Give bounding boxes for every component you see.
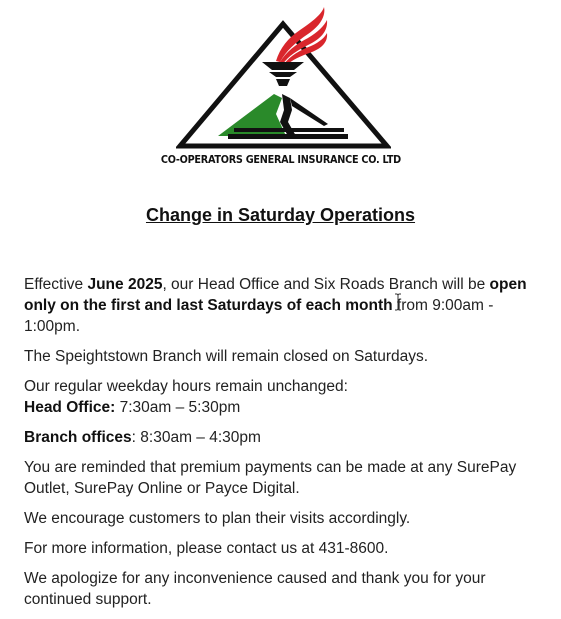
paragraph-apology: We apologize for any inconvenience caused and thank you for your continued support. bbox=[24, 570, 486, 608]
company-logo bbox=[176, 6, 391, 154]
head-office-hours: Head Office: 7:30am – 5:30pm bbox=[24, 399, 241, 416]
branch-offices-hours: Branch offices: 8:30am – 4:30pm bbox=[24, 429, 261, 446]
paragraph-contact: For more information, please contact us at 431-8600. bbox=[24, 540, 389, 557]
notice-title: Change in Saturday Operations bbox=[145, 205, 416, 225]
paragraph-payments: You are reminded that premium payments can be made at any SurePay Outlet, SurePay Online or Payce Digital. bbox=[24, 459, 517, 497]
paragraph-weekday-intro: Our regular weekday hours remain unchanged: bbox=[24, 378, 348, 395]
text-cursor-icon bbox=[393, 293, 403, 311]
paragraph-effective: Effective June 2025, our Head Office and Six Roads Branch will be open only on the first and last Saturdays of each month from 9:00am - 1:00pm. bbox=[24, 276, 527, 335]
company-name: CO-OPERATORS GENERAL INSURANCE CO. LTD bbox=[160, 153, 401, 166]
paragraph-speightstown: The Speightstown Branch will remain closed on Saturdays. bbox=[24, 348, 429, 365]
paragraph-plan-visits: We encourage customers to plan their visits accordingly. bbox=[24, 510, 411, 527]
notice-body bbox=[24, 274, 544, 619]
